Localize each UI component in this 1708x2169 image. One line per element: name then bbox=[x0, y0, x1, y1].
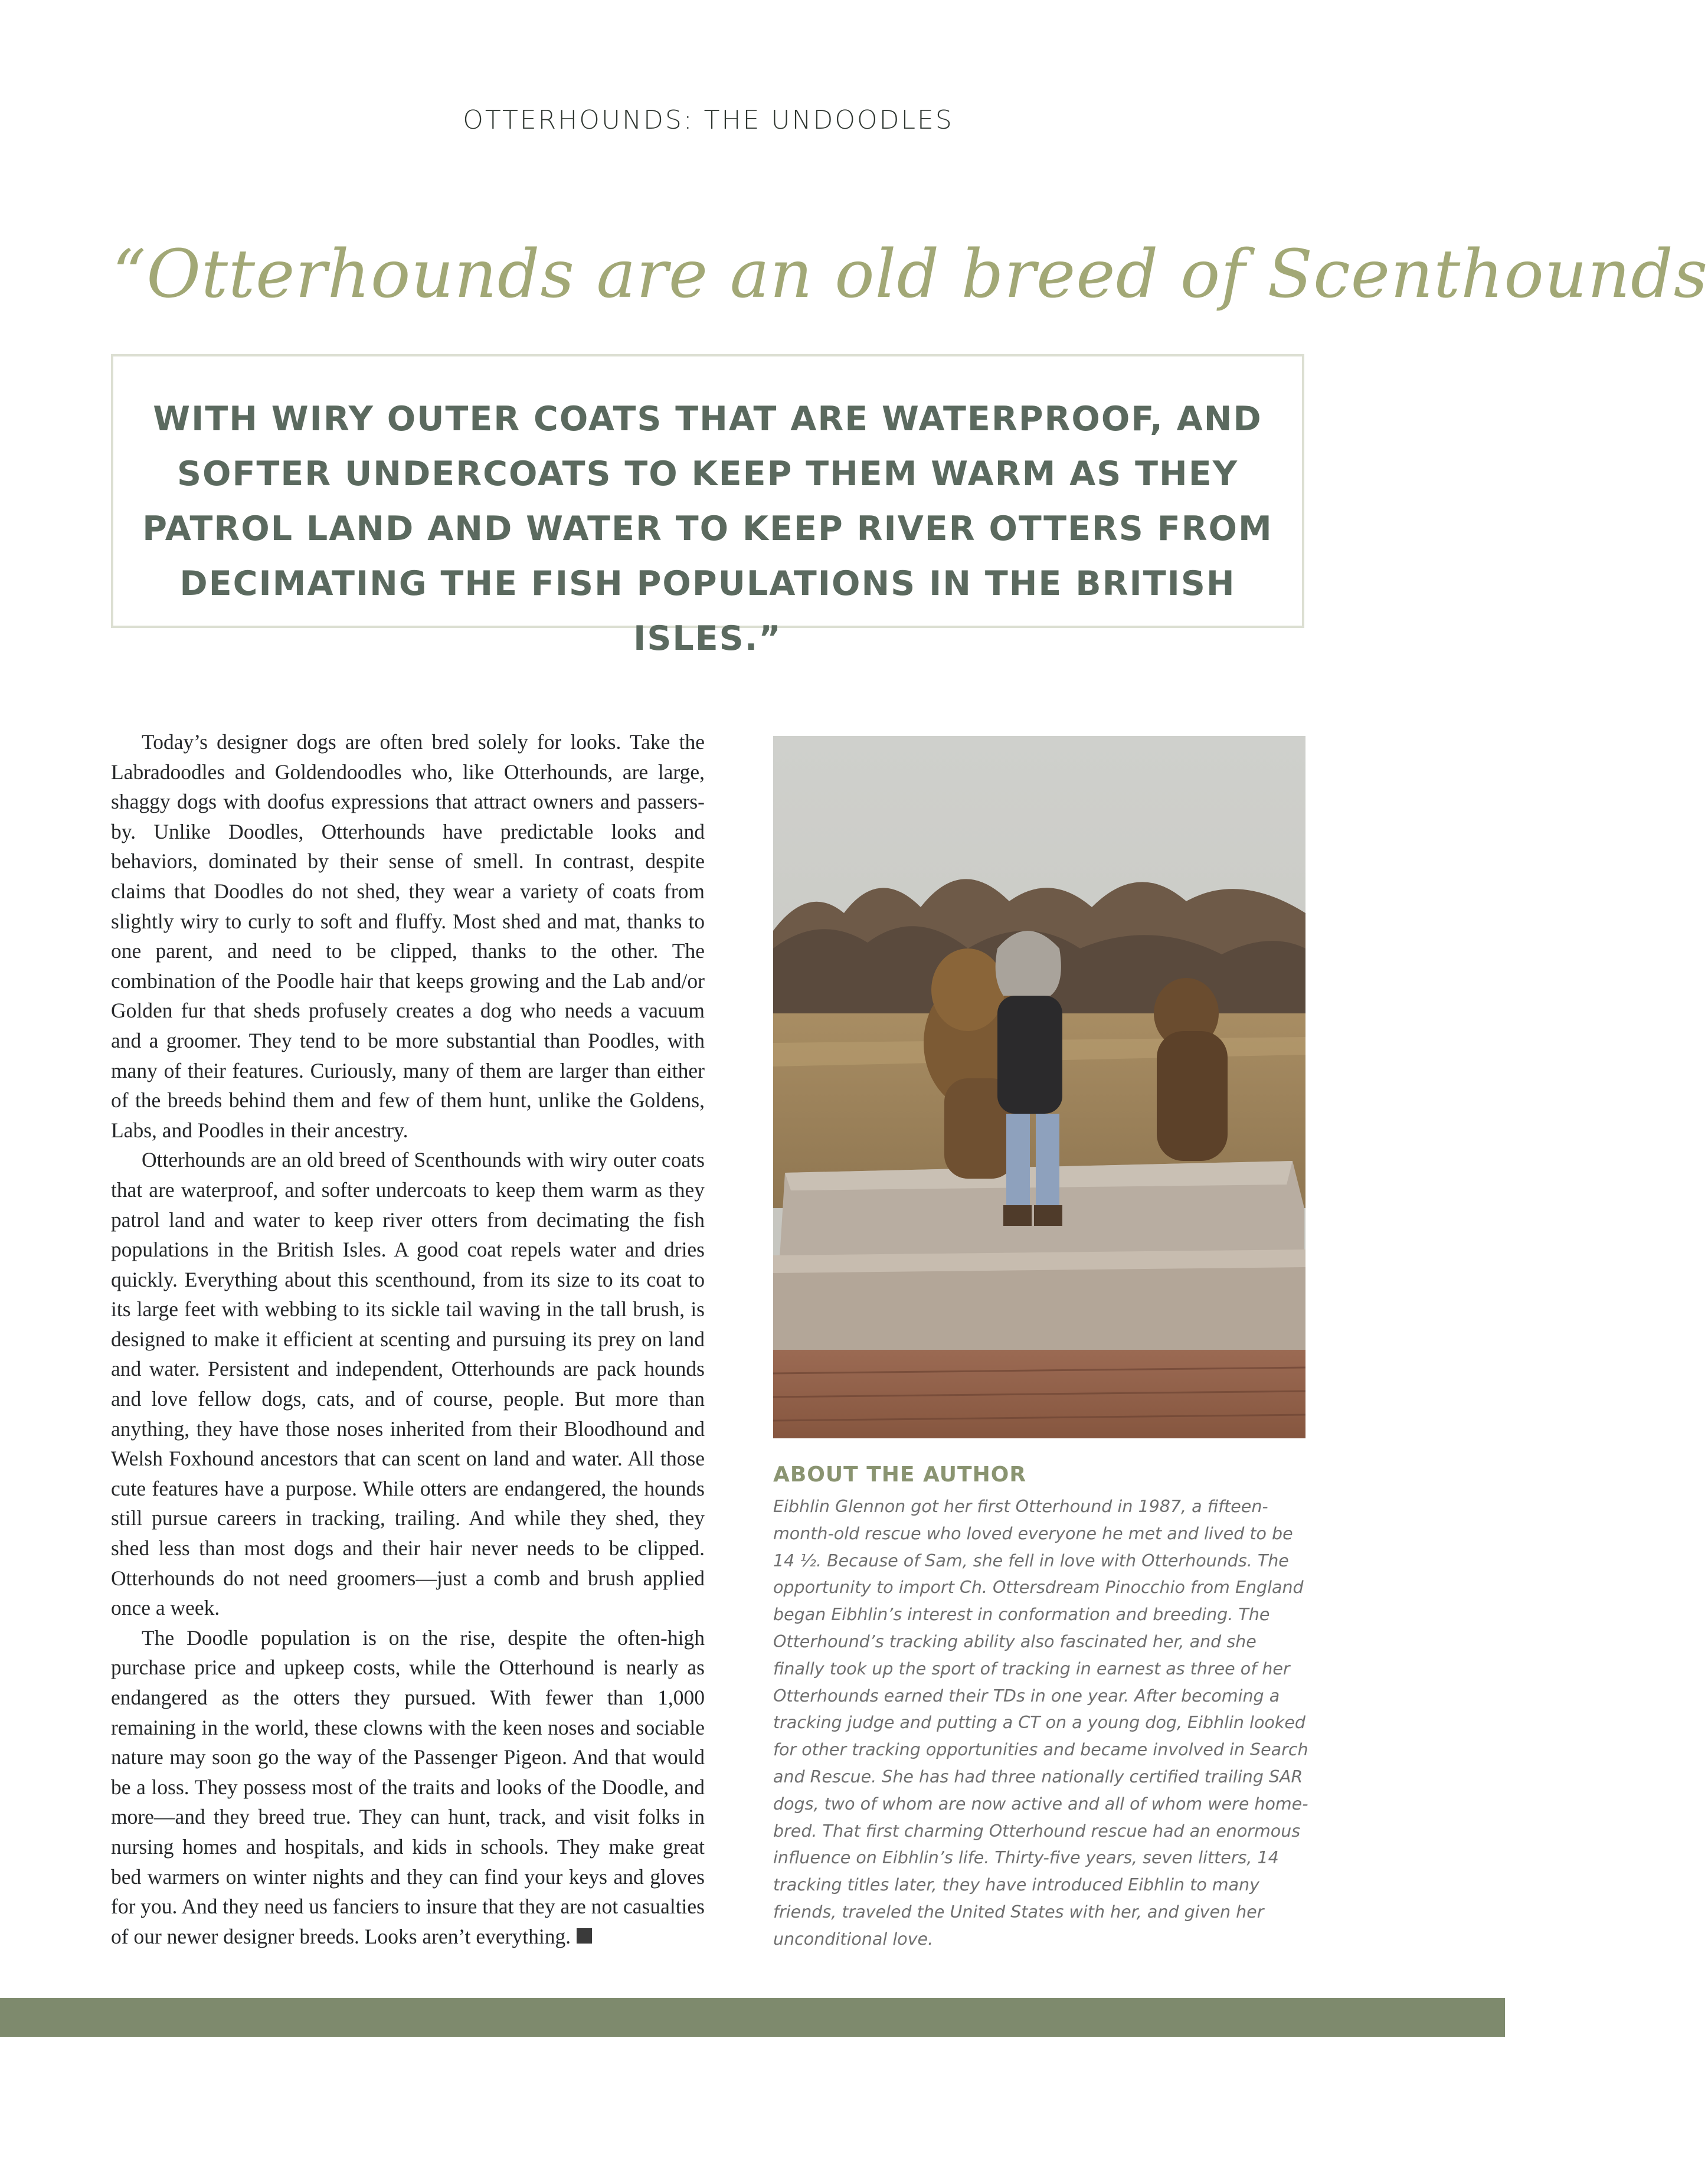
article-body bbox=[111, 727, 705, 1951]
article-paragraph: Otterhounds are an old breed of Scenthounds with wiry outer coats that are waterproof, and softer undercoats to keep them warm as they patrol land and water to keep river otters from decimating the fish populations in the British Isles. A good coat repels water and dries quickly. Everything about this scenthound, from its size to its coat to its large feet with webbing to its sickle tail waving in the tall brush, is designed to make it efficient at scenting and pursuing its prey on land and water. Persistent and independent, Otterhounds are pack hounds and love fellow dogs, cats, and of course, people. But more than anything, they have those noses inherited from their Bloodhound and Welsh Foxhound ancestors that can scent on land and water. All those cute features have a purpose. While otters are endangered, the hounds still pursue careers in tracking, trailing. And while they shed, they shed less than most dogs and their hair never needs to be clipped. Otterhounds do not need groomers—just a comb and brush applied once a week. bbox=[111, 1148, 705, 1620]
about-author-heading: ABOUT THE AUTHOR bbox=[773, 1463, 1027, 1487]
running-head-title: OTTERHOUNDS: THE UNDOODLES bbox=[463, 105, 954, 135]
about-author-bio: Eibhlin Glennon got her first Otterhound in 1987, a fifteen-month-old rescue who loved everyone he met and lived to be 14 ½. Because of Sam, she fell in love with Otterhounds. The opportunity to import Ch. Ottersdream Pinocchio from England began Eibhlin’s interest in conformation and breeding. The Otterhound’s tracking ability also fascinated her, and she finally took up the sport of tracking in earnest as three of her Otterhounds earned their TDs in one year. After becoming a tracking judge and putting a CT on a young dog, Eibhlin looked for other tracking opportunities and became involved in Search and Rescue. She has had three nationally certified trailing SAR dogs, two of whom are now active and all of whom were home-bred. That first charming Otterhound rescue had an enormous influence on Eibhlin’s life. Thirty-five years, seven litters, 14 tracking titles later, they have introduced Eibhlin to many friends, traveled the United States with her, and given her unconditional love. bbox=[773, 1497, 1308, 1949]
pull-quote-script-line: “Otterhounds are an old breed of Scenthounds bbox=[112, 236, 1708, 313]
article-paragraph-text: The Doodle population is on the rise, despite the often-high purchase price and upkeep costs, while the Otterhound is nearly as endangered as the otters they pursued. With fewer than 1,000 remaining in the world, these clowns with the keen noses and sociable nature may soon go the way of the Passenger Pigeon. And that would be a loss. They possess most of the traits and looks of the Doodle, and more—and they breed true. They can hunt, track, and visit folks in nursing homes and hospitals, and kids in schools. They make great bed warmers on winter nights and they can find your keys and gloves for you. And they need us fanciers to insure that they are not casualties of our newer designer breeds. Looks aren’t everything. bbox=[111, 1625, 705, 1948]
pull-quote-boxed-text: WITH WIRY OUTER COATS THAT ARE WATERPROOF, AND SOFTER UNDERCOATS TO KEEP THEM WARM AS THEY PATROL LAND AND WATER TO KEEP RIVER OTTERS FROM DECIMATING THE FISH POPULATIONS IN THE BRITISH ISLES.” bbox=[142, 400, 1273, 658]
footer-band bbox=[0, 1998, 1505, 2037]
author-photo bbox=[773, 736, 1305, 1438]
end-of-article-mark bbox=[577, 1928, 592, 1944]
article-paragraph bbox=[111, 1623, 705, 1952]
pull-quote-box bbox=[111, 354, 1304, 658]
article-paragraph: Today’s designer dogs are often bred solely for looks. Take the Labradoodles and Goldendoodles who, like Otterhounds, are large, shaggy dogs with doofus expressions that attract owners and passers-by. Unlike Doodles, Otterhounds have predictable looks and behaviors, dominated by their sense of smell. In contrast, despite claims that Doodles do not shed, they wear a variety of coats from slightly wiry to curly to soft and fluffy. Most shed and mat, thanks to one parent, and need to be clipped, thanks to the other. The combination of the Poodle hair that keeps growing and the Lab and/or Golden fur that sheds profusely creates a dog who needs a vacuum and a groomer. They tend to be more substantial than Poodles, with many of their features. Curiously, many of them are larger than either of the breeds behind them and few of them hunt, unlike the Goldens, Labs, and Poodles in their ancestry. bbox=[111, 730, 705, 1142]
